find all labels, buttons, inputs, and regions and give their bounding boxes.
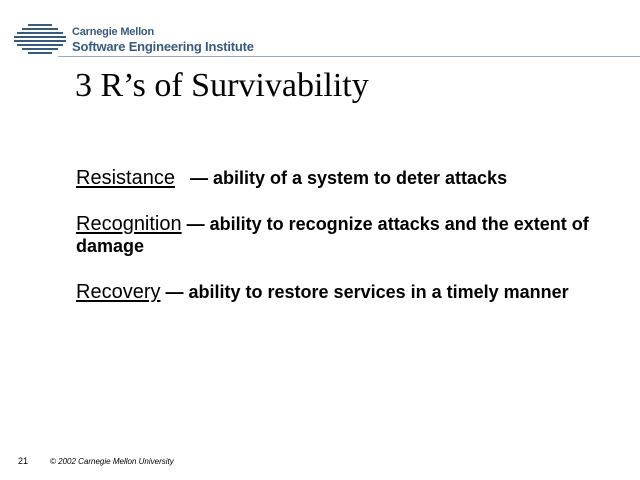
em-dash: — <box>189 168 208 188</box>
page-number: 21 <box>18 456 29 466</box>
description-resistance: ability of a system to deter attacks <box>212 168 508 188</box>
cmu-sei-logo-icon <box>12 22 68 56</box>
bullet-list <box>76 167 616 327</box>
header-divider <box>58 56 640 57</box>
bullet-resistance <box>76 167 616 189</box>
em-dash: — <box>165 282 184 302</box>
term-resistance: Resistance <box>76 167 175 189</box>
em-dash: — <box>186 214 205 234</box>
bullet-recognition <box>76 213 616 257</box>
copyright-notice: © 2002 Carnegie Mellon University <box>50 457 174 466</box>
logo-line-sei: Software Engineering Institute <box>72 39 254 54</box>
logo-wordmark <box>72 27 254 53</box>
description-recognition: ability to recognize attacks and the extent of damage <box>76 214 589 256</box>
term-recognition: Recognition <box>76 213 182 235</box>
description-recovery: ability to restore services in a timely manner <box>188 282 569 302</box>
slide-title: 3 R’s of Survivability <box>75 67 369 104</box>
bullet-recovery <box>76 281 616 303</box>
term-recovery: Recovery <box>76 281 161 303</box>
logo-line-carnegie-mellon: Carnegie Mellon <box>72 26 154 38</box>
